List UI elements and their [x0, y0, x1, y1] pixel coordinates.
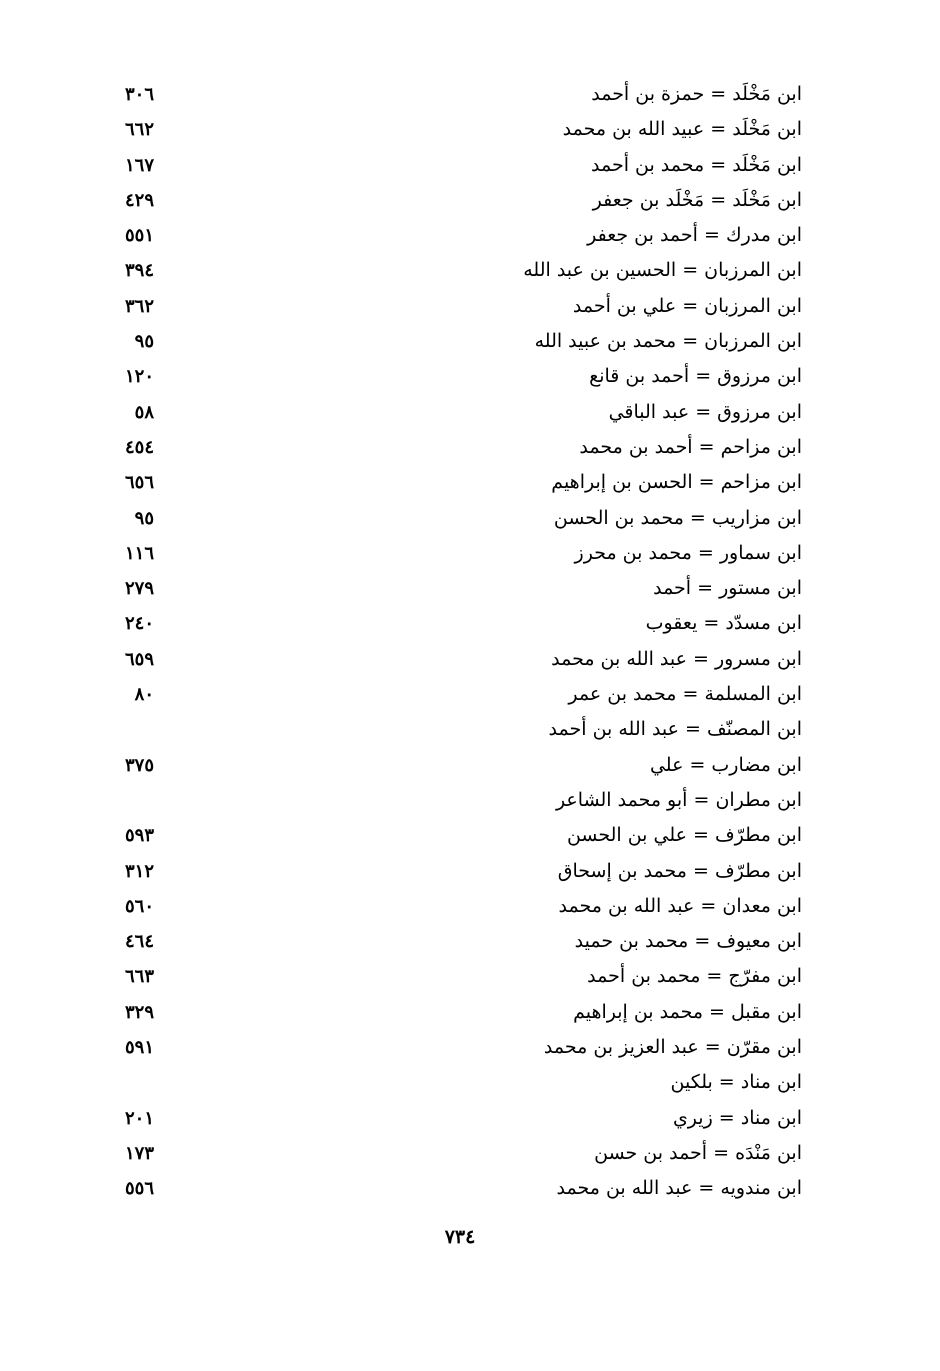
index-entry — [80, 995, 802, 1030]
entry-page-number: ٤٦٤ — [124, 931, 154, 953]
entry-name: ابن مضارب = علي — [649, 753, 802, 776]
entry-page-number: ٤٢٩ — [124, 189, 154, 211]
index-entry — [80, 959, 802, 994]
entry-page-number: ٣٢٩ — [124, 1001, 154, 1023]
index-entry — [80, 183, 802, 218]
index-entry — [80, 253, 802, 288]
entry-page-number: ٣٠٦ — [124, 84, 154, 105]
entry-page-number: ٦٦٣ — [124, 966, 154, 988]
entry-page-number: ٥٦٠ — [124, 895, 154, 917]
index-entry — [80, 430, 802, 465]
entry-name: ابن مقرّن = عبد العزيز بن محمد — [543, 1036, 802, 1059]
index-entry — [80, 501, 802, 536]
entry-page-number: ٩٥ — [134, 331, 154, 353]
index-entry — [80, 889, 802, 924]
entry-name: ابن مَخْلَد = حمزة بن أحمد — [591, 83, 802, 105]
entry-name: ابن مقبل = محمد بن إبراهيم — [573, 1000, 802, 1023]
page-number: ٧٣٤ — [444, 1226, 476, 1248]
entry-page-number — [94, 1065, 154, 1100]
index-entry — [80, 677, 802, 712]
entry-name: ابن مَنْدَه = أحمد بن حسن — [594, 1141, 802, 1164]
entry-page-number: ٦٥٦ — [124, 472, 154, 494]
index-entry — [80, 924, 802, 959]
entry-name: ابن مَخْلَد = مَخْلَد بن جعفر — [592, 188, 802, 211]
entry-page-number: ٩٥ — [134, 507, 154, 529]
entry-name: ابن مطرّف = محمد بن إسحاق — [557, 859, 802, 882]
index-entry — [80, 359, 802, 394]
entry-name: ابن مرزوق = عبد الباقي — [608, 400, 802, 423]
index-entry — [80, 1065, 802, 1100]
index-entry — [80, 465, 802, 500]
index-entry — [80, 112, 802, 147]
index-entry — [80, 1136, 802, 1171]
entry-name: ابن مستور = أحمد — [653, 577, 802, 600]
entry-name: ابن مزاحم = الحسن بن إبراهيم — [551, 471, 802, 494]
entry-name: ابن مدرك = أحمد بن جعفر — [587, 224, 802, 247]
entry-name: ابن معيوف = محمد بن حميد — [574, 930, 802, 953]
index-entry — [80, 148, 802, 183]
entry-page-number: ٣٧٥ — [124, 754, 154, 776]
entry-page-number: ٥٥١ — [124, 225, 154, 247]
index-entry — [80, 395, 802, 430]
index-entry — [80, 854, 802, 889]
entry-page-number — [94, 712, 154, 747]
entry-page-number: ١٧٣ — [124, 1142, 154, 1164]
entry-page-number: ٤٥٤ — [124, 436, 154, 458]
entry-name: ابن مناد = بلكين — [670, 1071, 802, 1094]
entry-page-number: ١١٦ — [124, 542, 154, 564]
entry-name: ابن المرزبان = محمد بن عبيد الله — [534, 330, 802, 353]
index-entry — [80, 1101, 802, 1136]
entry-page-number: ١٦٧ — [124, 154, 154, 176]
entry-name: ابن مسرور = عبد الله بن محمد — [551, 647, 802, 670]
entry-page-number: ٣٦٢ — [124, 295, 154, 317]
entry-name: ابن المسلمة = محمد بن عمر — [568, 683, 802, 706]
entry-name: ابن سماور = محمد بن محرز — [574, 541, 802, 564]
index-entry — [80, 571, 802, 606]
index-entry — [80, 1171, 802, 1206]
entry-name: ابن معدان = عبد الله بن محمد — [558, 894, 802, 917]
entry-name: ابن مزاحم = أحمد بن محمد — [579, 435, 802, 458]
index-entry — [80, 712, 802, 747]
index-entry — [80, 536, 802, 571]
entry-name: ابن مسدّد = يعقوب — [645, 612, 802, 635]
entry-name: ابن مَخْلَد = محمد بن أحمد — [591, 153, 802, 176]
index-entry — [80, 324, 802, 359]
entry-page-number: ٣١٢ — [124, 860, 154, 882]
entry-name: ابن المرزبان = الحسين بن عبد الله — [523, 259, 802, 282]
entry-name: ابن مَخْلَد = عبيد الله بن محمد — [562, 118, 802, 141]
entry-name: ابن مناد = زيري — [672, 1106, 802, 1129]
index-entry — [80, 218, 802, 253]
entry-page-number: ٥٥٦ — [124, 1178, 154, 1200]
entry-name: ابن مزاريب = محمد بن الحسن — [553, 506, 802, 529]
entry-page-number: ٨٠ — [134, 684, 154, 706]
entry-name: ابن مرزوق = أحمد بن قانع — [589, 365, 802, 388]
index-entry — [80, 289, 802, 324]
index-entry — [80, 606, 802, 641]
index-entry — [80, 1030, 802, 1065]
entry-page-number: ٥٩١ — [124, 1037, 154, 1059]
entry-name: ابن مطران = أبو محمد الشاعر — [555, 788, 802, 811]
entry-name: ابن المرزبان = علي بن أحمد — [572, 294, 802, 317]
entry-page-number: ٣٩٤ — [124, 260, 154, 282]
entry-name: ابن مطرّف = علي بن الحسن — [566, 824, 802, 847]
index-entry — [80, 748, 802, 783]
entry-page-number — [94, 783, 154, 818]
entry-page-number: ٥٨ — [134, 401, 154, 423]
index-entry — [80, 818, 802, 853]
entry-page-number: ١٢٠ — [124, 366, 154, 388]
entry-page-number: ٢٤٠ — [124, 613, 154, 635]
index-entry — [80, 783, 802, 818]
entry-page-number: ٢٠١ — [124, 1107, 154, 1129]
entry-page-number: ٦٦٢ — [124, 119, 154, 141]
entry-page-number: ٢٧٩ — [124, 578, 154, 600]
entry-name: ابن مندويه = عبد الله بن محمد — [556, 1177, 802, 1200]
entry-page-number: ٥٩٣ — [124, 825, 154, 847]
index-entry — [80, 77, 802, 112]
name-index-list — [80, 77, 802, 1207]
entry-name: ابن المصنّف = عبد الله بن أحمد — [548, 718, 802, 741]
entry-page-number: ٦٥٩ — [124, 648, 154, 670]
index-entry — [80, 642, 802, 677]
entry-name: ابن مفرّج = محمد بن أحمد — [587, 965, 802, 988]
